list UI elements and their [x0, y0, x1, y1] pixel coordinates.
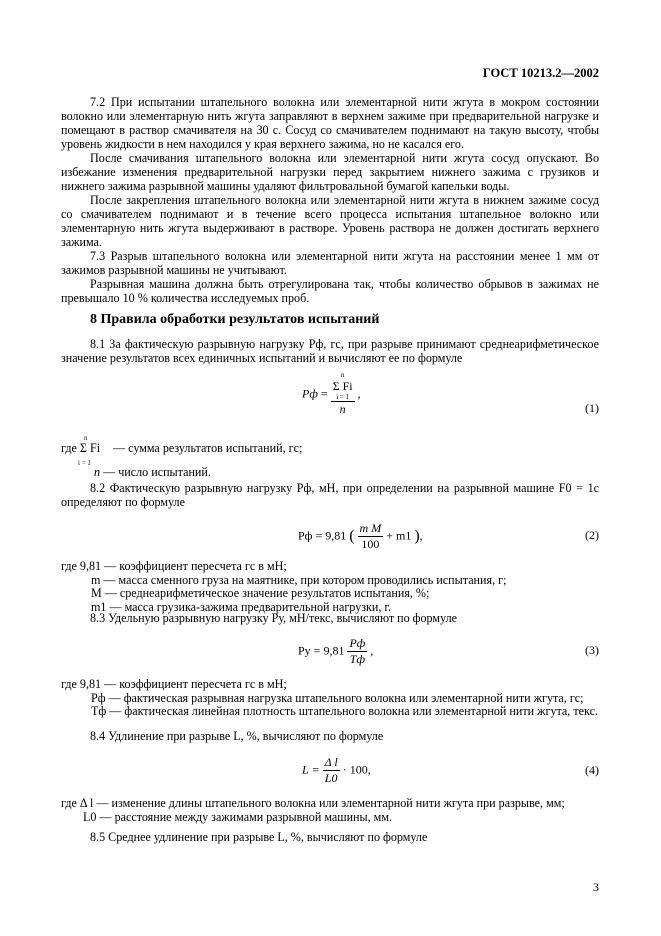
paragraph-8-5: 8.5 Среднее удлинение при разрыве L, %, вычисляют по формуле — [90, 830, 428, 844]
section-8-heading: 8 Правила обработки результатов испытаний — [90, 312, 380, 327]
formula-1-number: (1) — [585, 401, 599, 415]
where-list-3: где 9,81 — коэффициент пересчета гс в мН; Pф — фактическая разрывная нагрузка штапельного волокна или элементарной нити жгута, гс; Tф — фактическая линейная плотность штапельного волокна или элементарной нити жгута, текс. — [61, 677, 598, 718]
paragraph-8-4: 8.4 Удлинение при разрыве L, %, вычисляют по формуле — [90, 729, 384, 743]
formula-3: Pу = 9,81 $\frac{Pф}{Tф}$ , — [298, 636, 374, 666]
paragraph-7-2b: После смачивания штапельного волокна или элементарной нити жгута сосуд опускают. Во избежание изменения предварительной нагрузки перед закрытием нижнего зажима с грузиков и нижнего зажима разрывной машины удаляют фильтровальной бумагой капельки воды. — [61, 151, 599, 193]
paragraph-8-4-block — [61, 729, 599, 743]
section-7-text — [61, 95, 599, 305]
formula-4-number: (4) — [585, 763, 599, 777]
paragraph-7-2: 7.2 При испытании штапельного волокна или элементарной нити жгута в мокром состоянии волокно или элементарную нить жгута заправляют в верхнем зажиме при предварительной нагрузке и помещают в раствор смачивателя на 30 с. Сосуд со смачивателем поднимают на такую высоту, чтобы уровень жидкости в нем находился у края верхнего зажима, но не касался его. — [61, 95, 599, 151]
paragraph-8-3: 8.3 Удельную разрывную нагрузку Pу, мН/текс, вычисляют по формуле — [90, 611, 457, 625]
paragraph-7-2c: После закрепления штапельного волокна или элементарной нити жгута в нижнем зажиме сосуд со смачивателем поднимают и в течение всего процесса испытания штапельное волокно или элементарную нить жгута выдерживают в растворе. Уровень раствора не должен достигать верхнего зажима. — [61, 193, 599, 249]
where-list-4: где Δ l — изменение длины штапельного волокна или элементарной нити жгута при разрыве, мм; L0 — расстояние между зажимами разрывной машины, мм. — [61, 796, 565, 824]
formula-3-number: (3) — [585, 643, 599, 657]
paragraph-8-2-block — [61, 481, 599, 509]
paragraph-8-5-block — [61, 830, 599, 844]
paragraph-7-3b: Разрывная машина должна быть отрегулирована так, чтобы количество обрывов в зажимах не превышало 10 % количества исследуемых проб. — [61, 277, 599, 305]
paragraph-8-1: 8.1 За фактическую разрывную нагрузку Pф, гс, при разрыве принимают среднеарифметическое значение результатов всех единичных испытаний и вычисляют ее по формуле — [61, 337, 599, 365]
paragraph-7-3: 7.3 Разрыв штапельного волокна или элементарной нити жгута на расстоянии менее 1 мм от зажимов разрывной машины не учитывают. — [61, 249, 599, 277]
formula-4: L = $\frac{\text{Δ l}}{L0}$ · 100, — [302, 755, 371, 785]
paragraph-8-2: 8.2 Фактическую разрывную нагрузку Pф, мН, при определении на разрывной машине F0 = 1c определяют по формуле — [61, 481, 599, 509]
where-list-1: n где Σ Fi i = 1 — сумма результатов испытаний, гс; n — число испытаний. — [61, 434, 303, 479]
page-number: 3 — [593, 880, 599, 894]
formula-1: Pф = n Σ Fi i = 1 n , — [302, 371, 361, 416]
paragraph-8-1-block — [61, 337, 599, 365]
paragraph-8-3-block — [61, 611, 599, 625]
formula-2: Pф = 9,81 ( $\frac{\text{m M}}{100}$ + m1 ), — [298, 521, 423, 551]
formula-2-number: (2) — [585, 528, 599, 542]
where-list-2: где 9,81 — коэффициент пересчета гс в мН; m — масса сменного груза на маятнике, при котором проводились испытания, г; M — среднеарифметическое значение результатов испытания, %; m1 — масса грузика-зажима предварительной нагрузки, г. — [61, 559, 507, 614]
standard-header: ГОСТ 10213.2—2002 — [482, 66, 599, 80]
